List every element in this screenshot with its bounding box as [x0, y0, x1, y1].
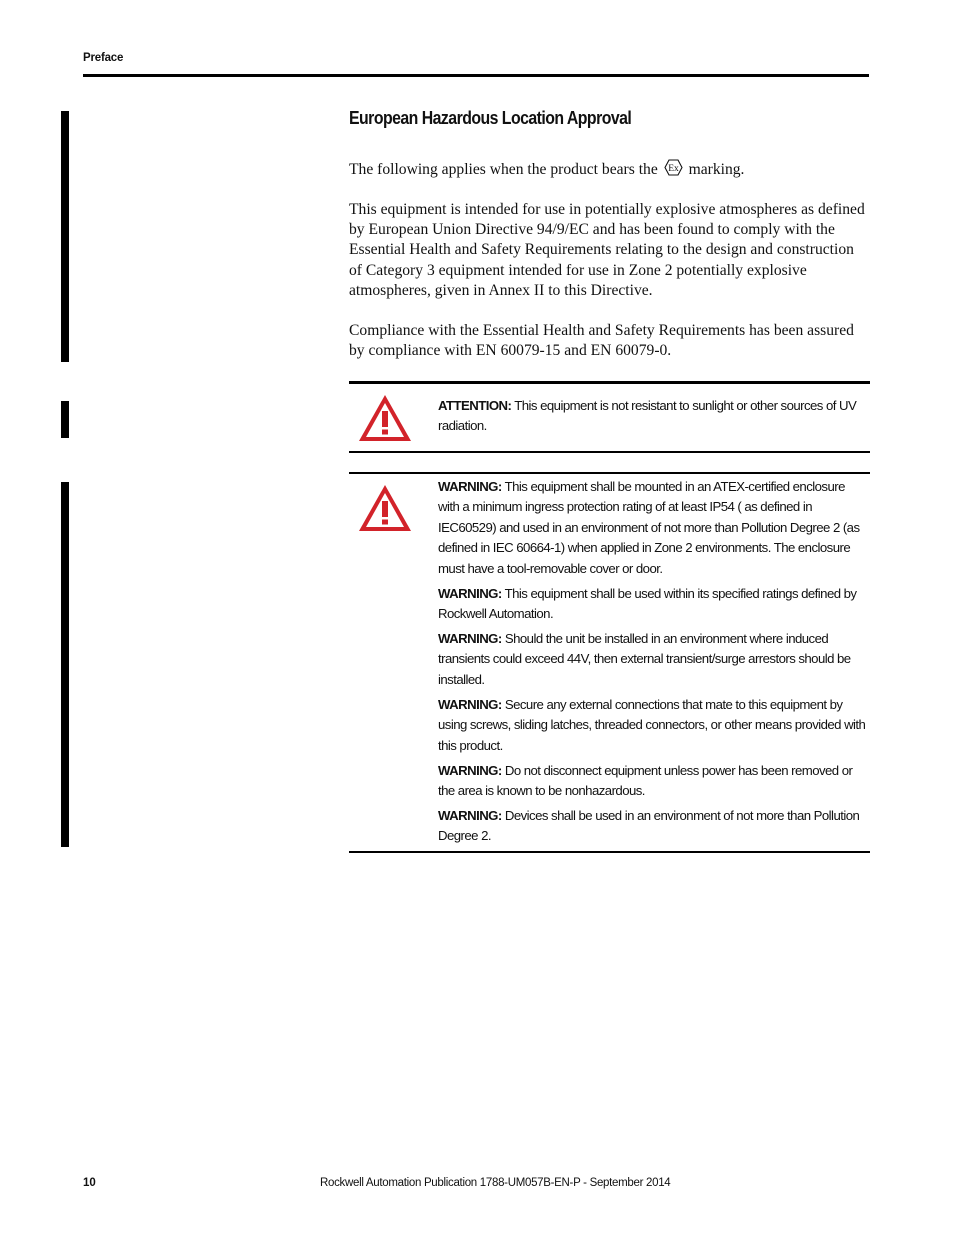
change-bar — [61, 111, 69, 362]
warning-item — [438, 477, 868, 579]
warning-label: WARNING: — [438, 479, 502, 494]
section-title: European Hazardous Location Approval — [349, 108, 632, 128]
warning-body: This equipment shall be used within its specified ratings defined by Rockwell Automation. — [438, 585, 857, 622]
warning-body: Should the unit be installed in an environment where induced transients could exceed 44V, then external transient/surge arrestors should be installed. — [438, 631, 851, 687]
warning-label: WARNING: — [438, 585, 502, 601]
warning-bottom-rule — [349, 851, 870, 853]
intro-text-before: The following applies when the product bears the — [349, 161, 658, 178]
warning-item — [438, 761, 868, 802]
warning-body: Devices shall be used in an environment of not more than Pollution Degree 2. — [438, 808, 860, 844]
change-bar — [61, 401, 69, 438]
warning-item — [438, 629, 868, 690]
change-bar — [61, 482, 69, 847]
warning-item — [438, 695, 868, 756]
header-rule — [83, 74, 869, 77]
warning-body: Secure any external connections that mate to this equipment by using screws, sliding latches, threaded connectors, or other means provided with this product. — [438, 696, 866, 753]
running-header-section: Preface — [83, 52, 124, 64]
warning-item — [438, 806, 868, 847]
attention-text — [438, 396, 868, 441]
warning-list — [438, 477, 868, 851]
attention-bottom-rule — [349, 451, 870, 453]
attention-body: This equipment is not resistant to sunlight or other sources of UV radiation. — [438, 398, 857, 434]
intro-paragraph — [349, 159, 869, 182]
warning-triangle-icon — [357, 483, 413, 538]
warning-label: WARNING: — [438, 631, 502, 647]
publication-info: Rockwell Automation Publication 1788-UM057B-EN-P - September 2014 — [320, 1177, 671, 1189]
warning-triangle-icon — [357, 393, 413, 448]
warning-label: WARNING: — [438, 696, 502, 712]
compliance-paragraph: Compliance with the Essential Health and Safety Requirements has been assured by compliance with EN 60079-15 and EN 60079-0. — [349, 322, 854, 360]
attention-item — [438, 396, 868, 437]
warning-body: Do not disconnect equipment unless power has been removed or the area is known to be nonhazardous. — [438, 762, 853, 799]
warning-top-rule — [349, 472, 870, 474]
warning-body: This equipment shall be mounted in an ATEX-certified enclosure with a minimum ingress protection rating of at least IP54 ( as defined in IEC60529) and used in an environment of not more than Pollution Degree 2 (as defined in IEC 60664-1) when applied in Zone 2 environments. The enclosure must have a tool-removable cover or door. — [438, 479, 860, 576]
ex-marking-icon — [664, 159, 683, 182]
warning-item — [438, 584, 868, 625]
directive-paragraph: This equipment is intended for use in potentially explosive atmospheres as defined by European Union Directive 94/9/EC and has been found to comply with the Essential Health and Safety Requirements relating to the design and construction of Category 3 equipment intended for use in Zone 2 potentially explosive atmospheres, given in Annex II to this Directive. — [349, 201, 865, 299]
warning-label: WARNING: — [438, 808, 502, 824]
attention-label: ATTENTION: — [438, 398, 512, 413]
warning-label: WARNING: — [438, 762, 502, 778]
page-number: 10 — [83, 1177, 96, 1189]
ex-marking-text: Ex — [667, 164, 679, 174]
attention-top-rule — [349, 381, 870, 384]
intro-text-after: marking. — [688, 161, 745, 178]
